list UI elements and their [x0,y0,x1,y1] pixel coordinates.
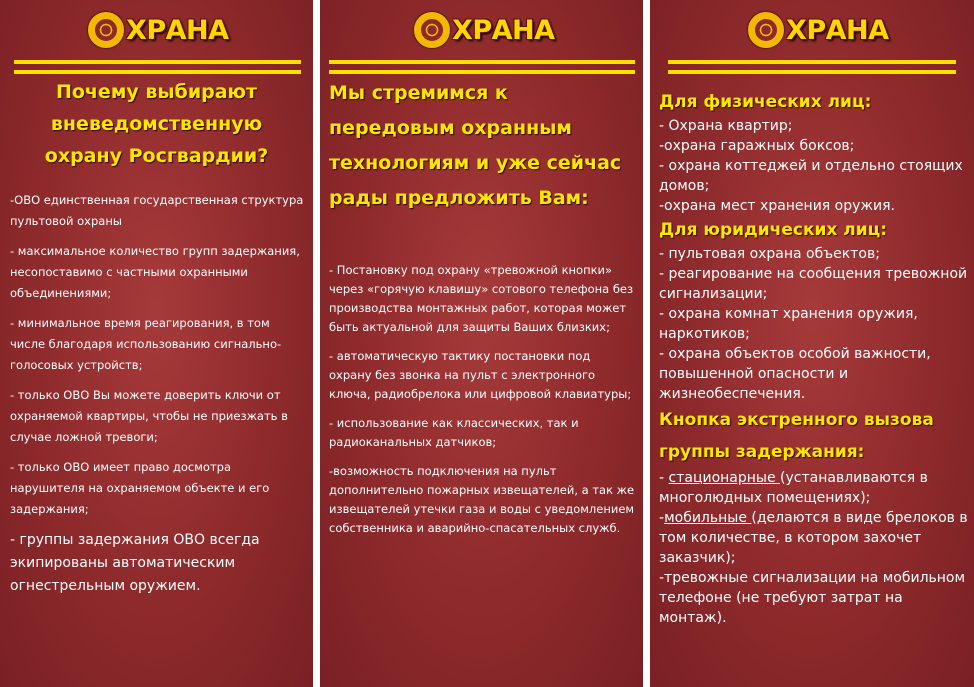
panel-why-ovo [0,0,313,687]
list-item: -охрана мест хранения оружия. [659,198,895,214]
logo-text: ХРАНА [126,14,229,46]
panel-technologies [320,0,643,687]
term-mobile: мобильные [664,510,752,526]
list-item: - автоматическую тактику постановки под охрану без звонка на пульт с электронного ключа, радиобрелока или цифровой клавиатуры; [329,349,632,401]
list-item: - реагирование на сообщения тревожной сигнализации; [659,266,968,302]
list-item-mobile [659,508,969,568]
list-item: - только ОВО имеет право досмотра нарушителя на охраняемом объекте и его задержания; [10,460,270,516]
term-stationary: стационарные [668,470,781,486]
section-heading-individuals: Для физических лиц: [659,92,872,112]
divider-bottom [329,70,635,74]
list-item-phone: -тревожные сигнализации на мобильном телефоне (не требуют затрат на монтаж). [659,570,966,626]
list-item: -охрана гаражных боксов; [659,138,855,154]
logo-o-icon [88,12,124,48]
logo [414,8,555,52]
logo [88,8,229,52]
list-item: - охрана комнат хранения оружия, наркотиков; [659,306,918,342]
item-text: (устанавливаются в многолюдных помещениях); [659,470,928,506]
list-item: - пультовая охрана объектов; [659,246,880,262]
list-item: - Постановку под охрану «тревожной кнопки» через «горячую клавишу» сотового телефона без производства монтажных работ, которая может быть актуальной для защиты Ваших близких; [329,263,634,334]
panel2-list [329,261,635,548]
item-prefix: - [659,470,669,486]
panel3-content [659,88,969,628]
list-item: -возможность подключения на пульт дополнительно пожарных извещателей, а так же извещателей утечки газа и воды с уведомлением собственника и аварийно-спасательных служб. [329,464,635,535]
list-item: - использование как классических, так и радиоканальных датчиков; [329,416,579,449]
divider-bottom [668,70,956,74]
list-item-final: - группы задержания ОВО всегда экипированы автоматическим огнестрельным оружием. [10,532,260,594]
list-item: - только ОВО Вы можете доверить ключи от охраняемой квартиры, чтобы не приезжать в случае ложной тревоги; [10,388,288,444]
list-item-stationary [659,468,969,508]
logo-o-icon [748,12,784,48]
divider-top [668,60,956,64]
divider-top [329,60,635,64]
list-item: -ОВО единственная государственная структура пультовой охраны [10,193,304,228]
logo [748,8,889,52]
list-item: - охрана коттеджей и отдельно стоящих домов; [659,158,963,194]
list-item: - максимальное количество групп задержания, несопоставимо с частными охранными объединениями; [10,244,300,300]
list-item: - минимальное время реагирования, в том числе благодаря использованию сигнально-голосовых устройств; [10,316,282,372]
panel2-title: Мы стремимся к передовым охранным технологиям и уже сейчас рады предложить Вам: [329,82,622,209]
panel1-list [10,190,305,607]
divider-bottom [14,70,301,74]
panel-services [650,0,974,687]
item-prefix: - [659,510,665,526]
list-item: - Охрана квартир; [659,118,793,134]
logo-text: ХРАНА [452,14,555,46]
logo-text: ХРАНА [786,14,889,46]
section-heading-panic-button: Кнопка экстренного вызова группы задержания: [659,410,934,462]
panel1-title: Почему выбирают вневедомственную охрану Росгвардии? [44,81,269,167]
section-heading-legal: Для юридических лиц: [659,220,888,240]
list-item: - охрана объектов особой важности, повышенной опасности и жизнеобеспечения. [659,346,931,402]
divider-top [14,60,301,64]
logo-o-icon [414,12,450,48]
item-text: (делаются в виде брелоков в том количестве, в котором захочет заказчик); [659,510,968,566]
